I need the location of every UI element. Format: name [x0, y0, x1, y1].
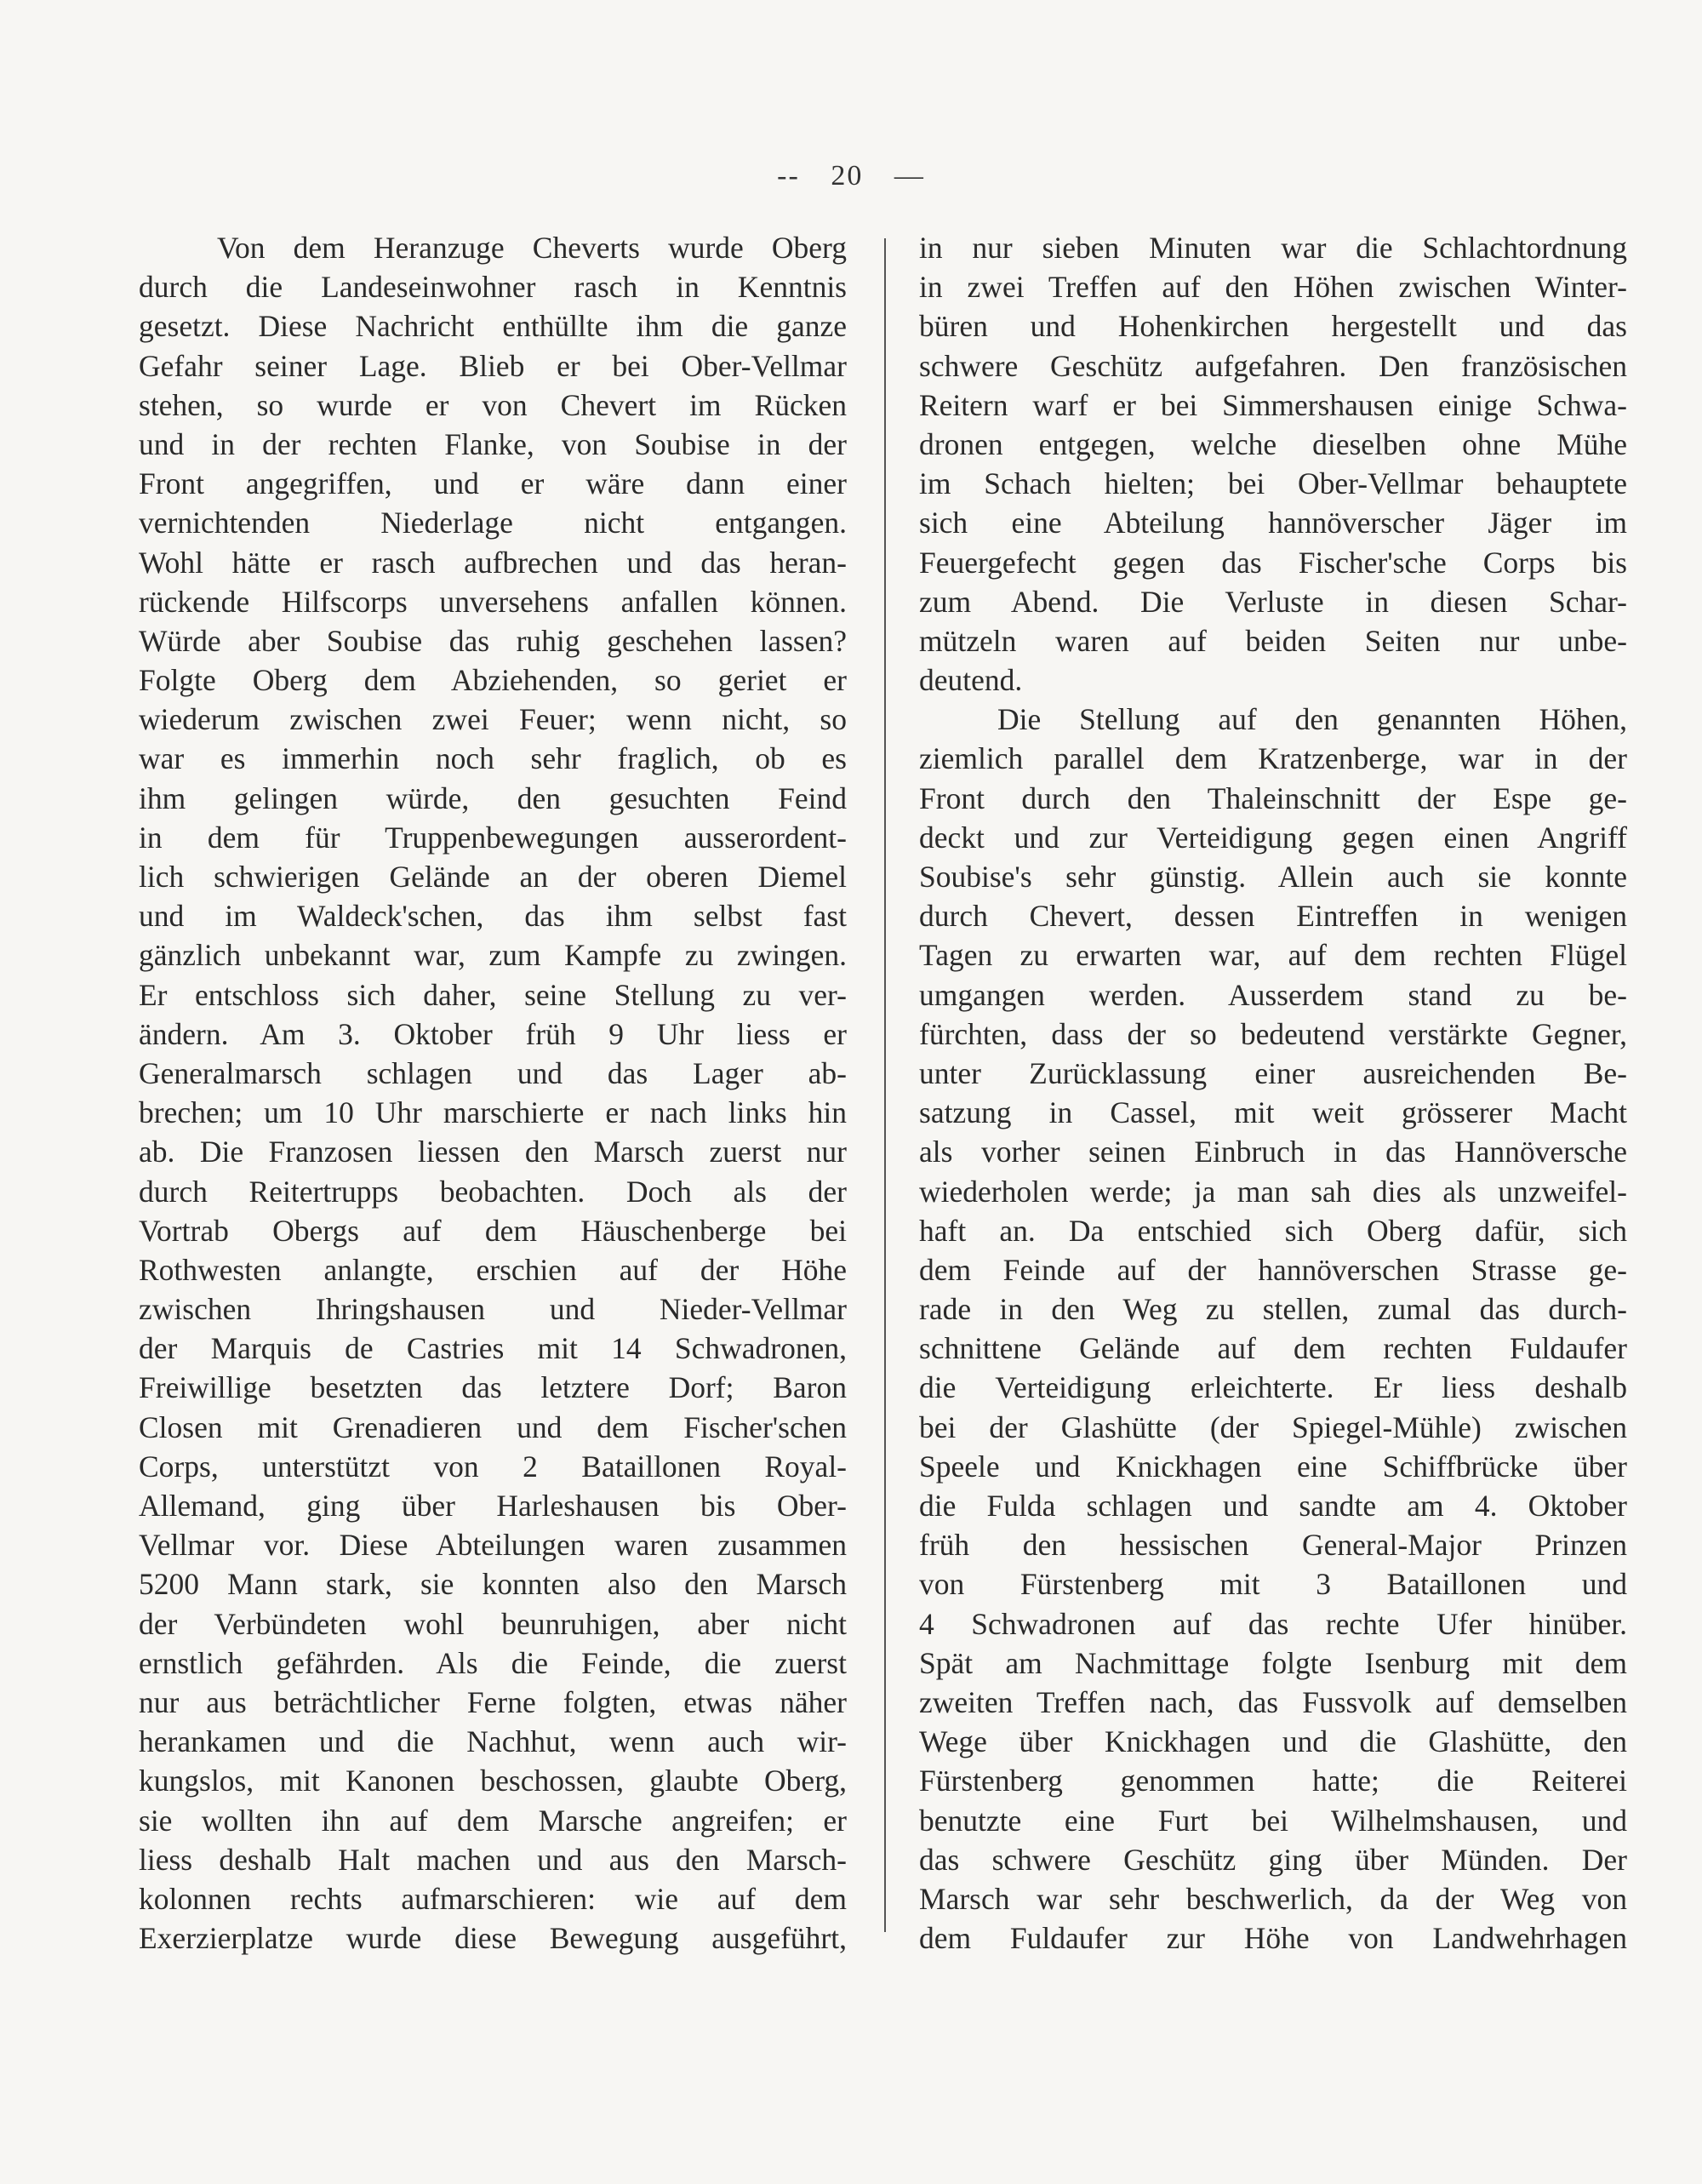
text-line: fürchten, dass der so bedeutend verstärkte Gegner, [919, 1016, 1627, 1051]
text-line: Die Stellung auf den genannten Höhen, [997, 702, 1627, 737]
text-line: umgangen werden. Ausserdem stand zu be- [919, 977, 1627, 1012]
text-line: Von dem Heranzuge Cheverts wurde Oberg [217, 231, 847, 265]
text-line: Würde aber Soubise das ruhig geschehen lassen? [139, 623, 847, 658]
text-line: kungslos, mit Kanonen beschossen, glaubte Oberg, [139, 1764, 847, 1798]
header-dash-left: -- [777, 160, 800, 192]
page-number-header [0, 160, 1702, 192]
text-line: Reitern warf er bei Simmershausen einige Schwa- [919, 387, 1627, 422]
text-line: sich eine Abteilung hannöverscher Jäger im [919, 506, 1627, 540]
text-line: deckt und zur Verteidigung gegen einen Angriff [919, 820, 1627, 855]
text-line: Allemand, ging über Harleshausen bis Ober- [139, 1489, 847, 1523]
text-line: dronen entgegen, welche dieselben ohne Mühe [919, 426, 1627, 461]
text-line: liess deshalb Halt machen und aus den Marsch- [139, 1842, 847, 1877]
text-line: lich schwierigen Gelände an der oberen Diemel [139, 860, 847, 894]
text-line: 4 Schwadronen auf das rechte Ufer hinüber. [919, 1606, 1627, 1641]
text-line: wiederholen werde; ja man sah dies als unzweifel- [919, 1174, 1627, 1209]
text-line: das schwere Geschütz ging über Münden. Der [919, 1842, 1627, 1877]
text-line: Speele und Knickhagen eine Schiffbrücke über [919, 1449, 1627, 1484]
text-line: und in der rechten Flanke, von Soubise in der [139, 426, 847, 461]
text-line: durch die Landeseinwohner rasch in Kenntnis [139, 270, 847, 305]
text-line: sie wollten ihn auf dem Marsche angreifen; er [139, 1803, 847, 1838]
text-line: dem Fuldaufer zur Höhe von Landwehrhagen [919, 1921, 1627, 1956]
text-line: war es immerhin noch sehr fraglich, ob es [139, 741, 847, 776]
right-text-column [919, 228, 1627, 1958]
text-line: Freiwillige besetzten das letztere Dorf; Baron [139, 1370, 847, 1405]
text-line: rade in den Weg zu stellen, zumal das durch- [919, 1292, 1627, 1327]
text-line: gesetzt. Diese Nachricht enthüllte ihm die ganze [139, 309, 847, 344]
text-line: Feuergefecht gegen das Fischer'sche Corps bis [919, 545, 1627, 580]
text-line: von Fürstenberg mit 3 Bataillonen und [919, 1567, 1627, 1602]
text-line: ziemlich parallel dem Kratzenberge, war in der [919, 741, 1627, 776]
text-line: Generalmarsch schlagen und das Lager ab- [139, 1055, 847, 1090]
text-line: ändern. Am 3. Oktober früh 9 Uhr liess er [139, 1016, 847, 1051]
text-line: der Verbündeten wohl beunruhigen, aber nicht [139, 1606, 847, 1641]
text-line: Corps, unterstützt von 2 Bataillonen Royal- [139, 1449, 847, 1484]
text-line: Front angegriffen, und er wäre dann einer [139, 466, 847, 501]
text-line: zwischen Ihringshausen und Nieder-Vellmar [139, 1292, 847, 1327]
text-line: und im Waldeck'schen, das ihm selbst fast [139, 899, 847, 934]
text-line: herankamen und die Nachhut, wenn auch wir- [139, 1724, 847, 1759]
text-line: schnittene Gelände auf dem rechten Fuldaufer [919, 1331, 1627, 1366]
text-line: deutend. [919, 663, 1023, 698]
text-line: bei der Glashütte (der Spiegel-Mühle) zwischen [919, 1409, 1627, 1444]
text-line: in nur sieben Minuten war die Schlachtordnung [919, 231, 1627, 265]
text-line: Wege über Knickhagen und die Glashütte, den [919, 1724, 1627, 1759]
text-line: zum Abend. Die Verluste in diesen Schar- [919, 584, 1627, 619]
text-line: Vortrab Obergs auf dem Häuschenberge bei [139, 1213, 847, 1248]
text-line: früh den hessischen General-Major Prinzen [919, 1528, 1627, 1563]
text-line: Vellmar vor. Diese Abteilungen waren zusammen [139, 1528, 847, 1563]
text-line: ihm gelingen würde, den gesuchten Feind [139, 780, 847, 815]
text-line: nur aus beträchtlicher Ferne folgten, etwas näher [139, 1684, 847, 1719]
text-line: gänzlich unbekannt war, zum Kampfe zu zwingen. [139, 938, 847, 973]
text-line: Er entschloss sich daher, seine Stellung zu ver- [139, 977, 847, 1012]
text-line: kolonnen rechts aufmarschieren: wie auf dem [139, 1881, 847, 1916]
text-line: unter Zurücklassung einer ausreichenden Be- [919, 1055, 1627, 1090]
page-number: 20 [831, 160, 864, 192]
text-line: mützeln waren auf beiden Seiten nur unbe- [919, 623, 1627, 658]
left-text-column [139, 228, 847, 1958]
text-line: haft an. Da entschied sich Oberg dafür, sich [919, 1213, 1627, 1248]
text-line: benutzte eine Furt bei Wilhelmshausen, und [919, 1803, 1627, 1838]
text-line: Front durch den Thaleinschnitt der Espe ge- [919, 780, 1627, 815]
text-line: im Schach hielten; bei Ober-Vellmar behauptete [919, 466, 1627, 501]
text-line: in dem für Truppenbewegungen ausserordent- [139, 820, 847, 855]
text-line: Folgte Oberg dem Abziehenden, so geriet er [139, 663, 847, 698]
text-line: dem Feinde auf der hannöverschen Strasse ge- [919, 1252, 1627, 1287]
text-line: Fürstenberg genommen hatte; die Reiterei [919, 1764, 1627, 1798]
text-line: satzung in Cassel, mit weit grösserer Macht [919, 1095, 1627, 1130]
column-divider [884, 238, 886, 1932]
text-line: Tagen zu erwarten war, auf dem rechten Flügel [919, 938, 1627, 973]
text-line: Gefahr seiner Lage. Blieb er bei Ober-Vellmar [139, 348, 847, 383]
text-line: Exerzierplatze wurde diese Bewegung ausgeführt, [139, 1921, 847, 1956]
text-line: 5200 Mann stark, sie konnten also den Marsch [139, 1567, 847, 1602]
text-line: stehen, so wurde er von Chevert im Rücken [139, 387, 847, 422]
text-line: vernichtenden Niederlage nicht entgangen. [139, 506, 847, 540]
text-line: Closen mit Grenadieren und dem Fischer'schen [139, 1409, 847, 1444]
text-line: ab. Die Franzosen liessen den Marsch zuerst nur [139, 1135, 847, 1169]
text-line: durch Chevert, dessen Eintreffen in wenigen [919, 899, 1627, 934]
text-line: in zwei Treffen auf den Höhen zwischen Winter- [919, 270, 1627, 305]
text-line: wiederum zwischen zwei Feuer; wenn nicht, so [139, 702, 847, 737]
text-line: rückende Hilfscorps unversehens anfallen können. [139, 584, 847, 619]
text-line: ernstlich gefährden. Als die Feinde, die zuerst [139, 1645, 847, 1680]
text-line: als vorher seinen Einbruch in das Hannöversche [919, 1135, 1627, 1169]
text-line: durch Reitertrupps beobachten. Doch als der [139, 1174, 847, 1209]
text-line: brechen; um 10 Uhr marschierte er nach links hin [139, 1095, 847, 1130]
text-line: die Verteidigung erleichterte. Er liess deshalb [919, 1370, 1627, 1405]
text-line: schwere Geschütz aufgefahren. Den französischen [919, 348, 1627, 383]
text-line: Rothwesten anlangte, erschien auf der Höhe [139, 1252, 847, 1287]
text-line: Marsch war sehr beschwerlich, da der Weg von [919, 1881, 1627, 1916]
text-line: zweiten Treffen nach, das Fussvolk auf demselben [919, 1684, 1627, 1719]
header-dash-right: — [894, 160, 925, 192]
text-line: Wohl hätte er rasch aufbrechen und das heran- [139, 545, 847, 580]
text-line: Spät am Nachmittage folgte Isenburg mit dem [919, 1645, 1627, 1680]
text-line: die Fulda schlagen und sandte am 4. Oktober [919, 1489, 1627, 1523]
text-line: Soubise's sehr günstig. Allein auch sie konnte [919, 860, 1627, 894]
text-line: der Marquis de Castries mit 14 Schwadronen, [139, 1331, 847, 1366]
text-line: büren und Hohenkirchen hergestellt und das [919, 309, 1627, 344]
